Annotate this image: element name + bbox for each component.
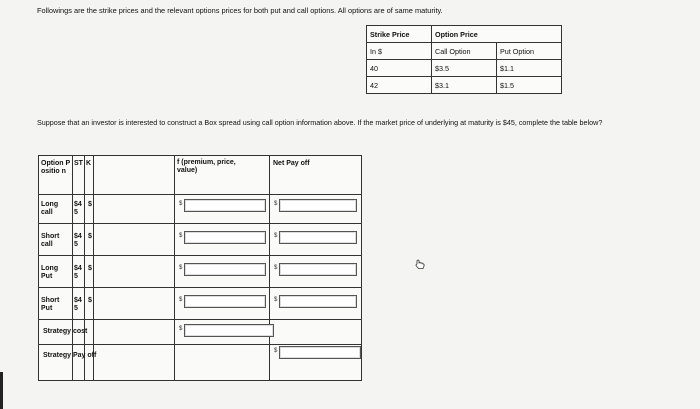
st-header: ST — [74, 160, 83, 167]
k-header: K — [86, 160, 92, 167]
payoff-input[interactable] — [279, 263, 357, 276]
grid-line — [39, 194, 361, 195]
strategy-cost-label: Strategy cost — [43, 328, 88, 335]
currency-sign: $ — [179, 326, 183, 332]
call-price: $3.5 — [432, 60, 497, 77]
currency-sign: $ — [274, 233, 278, 239]
option-price-header: Option Price — [432, 26, 562, 43]
st-value: $4 5 — [74, 201, 82, 216]
grid-line — [84, 156, 85, 380]
currency-sign: $ — [274, 348, 278, 354]
payoff-input[interactable] — [279, 231, 357, 244]
grid-line — [39, 223, 361, 224]
currency-sign: $ — [274, 297, 278, 303]
table-row — [367, 60, 562, 77]
k-value: $ — [88, 265, 92, 272]
currency-sign: $ — [179, 265, 183, 271]
intro-text: Followings are the strike prices and the relevant options prices for both put and call options. All options are of same maturity. — [37, 6, 443, 15]
put-price: $1.1 — [497, 60, 562, 77]
premium-input[interactable] — [184, 295, 266, 308]
option-position-header: Option Positio n — [41, 160, 71, 175]
strike-price-header: Strike Price — [367, 26, 432, 43]
position-short-put: Short Put — [41, 297, 60, 312]
box-spread-table — [38, 155, 362, 381]
currency-sign: $ — [179, 201, 183, 207]
st-value: $4 5 — [74, 233, 82, 248]
put-option-header: Put Option — [497, 43, 562, 60]
payoff-input[interactable] — [279, 199, 357, 212]
grid-line — [72, 156, 73, 380]
grid-line — [269, 156, 270, 380]
position-short-call: Short call — [41, 233, 60, 248]
hand-cursor-icon — [414, 258, 426, 270]
strategy-payoff-label: Strategy Pay off — [43, 352, 97, 359]
strike-value: 40 — [367, 60, 432, 77]
premium-input[interactable] — [184, 263, 266, 276]
call-price: $3.1 — [432, 77, 497, 94]
currency-sign: $ — [179, 297, 183, 303]
question-text: Suppose that an investor is interested to construct a Box spread using call option information above. If the market price of underlying at maturity is $45, complete the table below? — [37, 118, 603, 127]
strike-value: 42 — [367, 77, 432, 94]
premium-header: f (premium, price, value) — [177, 159, 236, 174]
strategy-payoff-input[interactable] — [279, 346, 361, 359]
premium-input[interactable] — [184, 231, 266, 244]
grid-line — [174, 156, 175, 380]
grid-line — [93, 156, 94, 380]
position-long-call: Long call — [41, 201, 59, 216]
put-price: $1.5 — [497, 77, 562, 94]
call-option-header: Call Option — [432, 43, 497, 60]
st-value: $4 5 — [74, 265, 82, 280]
k-value: $ — [88, 201, 92, 208]
payoff-input[interactable] — [279, 295, 357, 308]
window-edge — [0, 372, 3, 409]
premium-input[interactable] — [184, 199, 266, 212]
st-value: $4 5 — [74, 297, 82, 312]
strategy-cost-input[interactable] — [184, 324, 274, 337]
net-payoff-header: Net Pay off — [273, 160, 310, 167]
currency-sign: $ — [179, 233, 183, 239]
grid-line — [39, 255, 361, 256]
position-long-put: Long Put — [41, 265, 59, 280]
grid-line — [39, 319, 361, 320]
currency-sign: $ — [274, 265, 278, 271]
options-price-table — [366, 25, 562, 94]
strike-unit-label: In $ — [367, 43, 432, 60]
grid-line — [39, 344, 361, 345]
currency-sign: $ — [274, 201, 278, 207]
k-value: $ — [88, 297, 92, 304]
k-value: $ — [88, 233, 92, 240]
table-row — [367, 77, 562, 94]
grid-line — [39, 287, 361, 288]
